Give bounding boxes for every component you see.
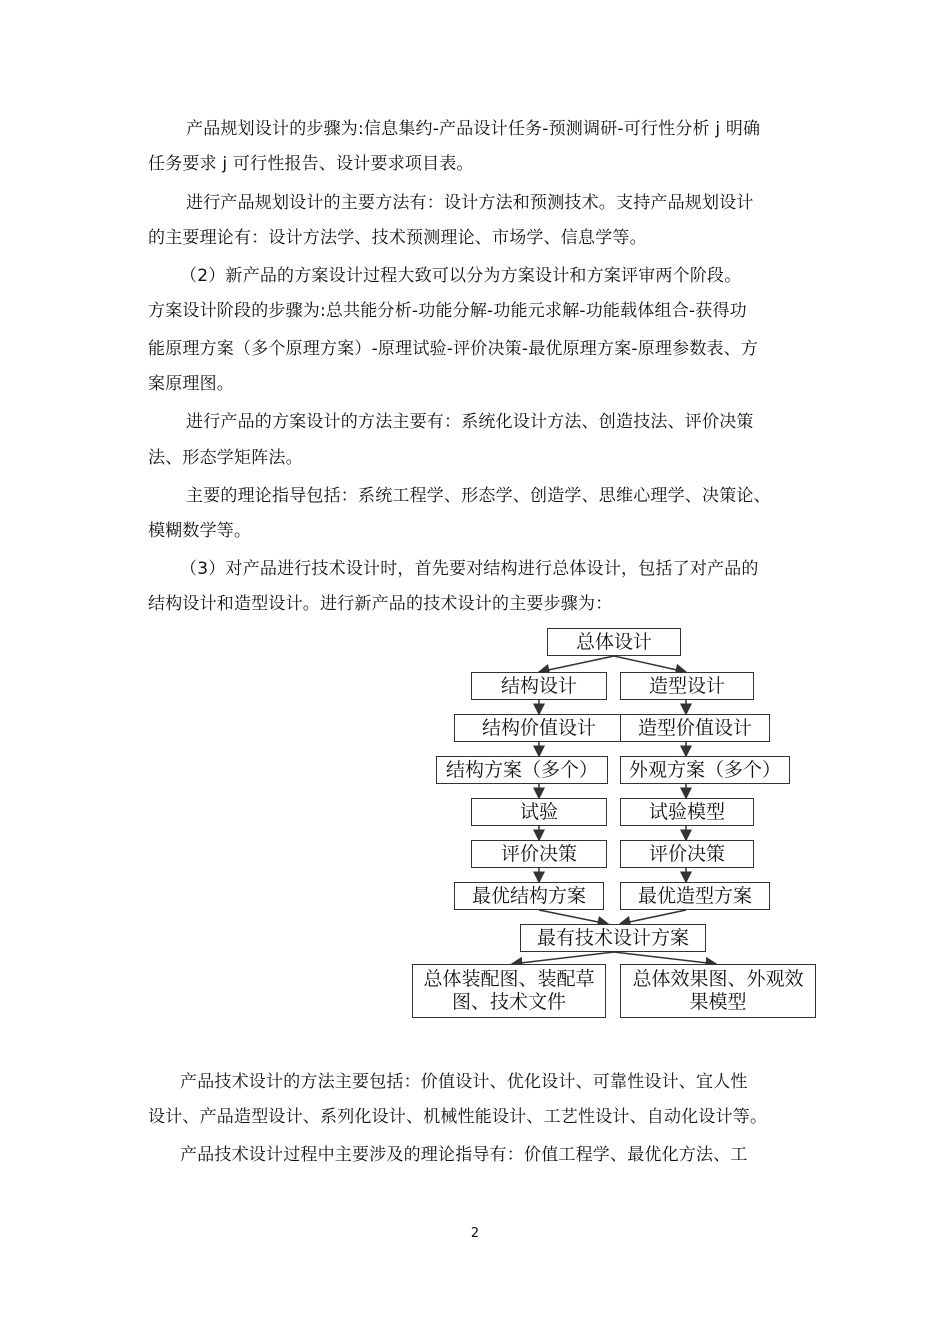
paragraph-line: 设计、产品造型设计、系列化设计、机械性能设计、工艺性设计、自动化设计等。	[148, 1107, 768, 1127]
paragraph-line: 进行产品规划设计的主要方法有：设计方法和预测技术。支持产品规划设计	[186, 193, 754, 213]
paragraph-line: 方案设计阶段的步骤为:总共能分析-功能分解-功能元求解-功能载体组合-获得功	[148, 301, 747, 321]
paragraph-line: 主要的理论指导包括：系统工程学、形态学、创造学、思维心理学、决策论、	[186, 486, 771, 506]
page-number: 2	[470, 1226, 480, 1241]
paragraph-line: （2）新产品的方案设计过程大致可以分为方案设计和方案评审两个阶段。	[180, 266, 742, 286]
paragraph-line: 进行产品的方案设计的方法主要有：系统化设计方法、创造技法、评价决策	[186, 412, 754, 432]
flow-node-left-2: 结构价值设计	[454, 714, 624, 742]
paragraph-line: （3）对产品进行技术设计时，首先要对结构进行总体设计，包括了对产品的	[180, 559, 759, 579]
flow-node-right-5: 评价决策	[620, 840, 754, 868]
paragraph-line: 产品技术设计过程中主要涉及的理论指导有：价值工程学、最优化方法、工	[180, 1145, 748, 1165]
paragraph-line: 产品规划设计的步骤为:信息集约-产品设计任务-预测调研-可行性分析 j 明确	[186, 119, 761, 139]
flow-node-right-1: 造型设计	[620, 672, 754, 700]
flow-node-right-2: 造型价值设计	[620, 714, 770, 742]
flow-node-left-6: 最优结构方案	[454, 882, 604, 910]
flow-node-left-4: 试验	[471, 798, 607, 826]
flow-node-output-right: 总体效果图、外观效果模型	[620, 964, 816, 1018]
paragraph-line: 的主要理论有：设计方法学、技术预测理论、市场学、信息学等。	[148, 228, 647, 248]
paragraph-line: 能原理方案（多个原理方案）-原理试验-评价决策-最优原理方案-原理参数表、方	[148, 339, 759, 359]
paragraph-line: 模糊数学等。	[148, 521, 252, 541]
paragraph-line: 任务要求 j 可行性报告、设计要求项目表。	[148, 154, 474, 174]
flow-node-right-6: 最优造型方案	[620, 882, 770, 910]
paragraph-line: 结构设计和造型设计。进行新产品的技术设计的主要步骤为：	[148, 594, 613, 614]
paragraph-line: 案原理图。	[148, 374, 234, 394]
flow-node-overall-design: 总体设计	[547, 628, 681, 656]
flowchart-connectors	[408, 626, 820, 1022]
flow-node-left-5: 评价决策	[471, 840, 607, 868]
flow-node-merge: 最有技术设计方案	[520, 924, 706, 952]
flow-node-left-1: 结构设计	[471, 672, 607, 700]
paragraph-line: 产品技术设计的方法主要包括：价值设计、优化设计、可靠性设计、宜人性	[180, 1072, 748, 1092]
flow-node-right-4: 试验模型	[620, 798, 754, 826]
flow-node-output-left: 总体装配图、装配草图、技术文件	[412, 964, 606, 1018]
flow-node-left-3: 结构方案（多个）	[436, 756, 608, 784]
paragraph-line: 法、形态学矩阵法。	[148, 448, 303, 468]
flow-node-right-3: 外观方案（多个）	[620, 756, 790, 784]
technical-design-flowchart	[408, 626, 820, 1022]
